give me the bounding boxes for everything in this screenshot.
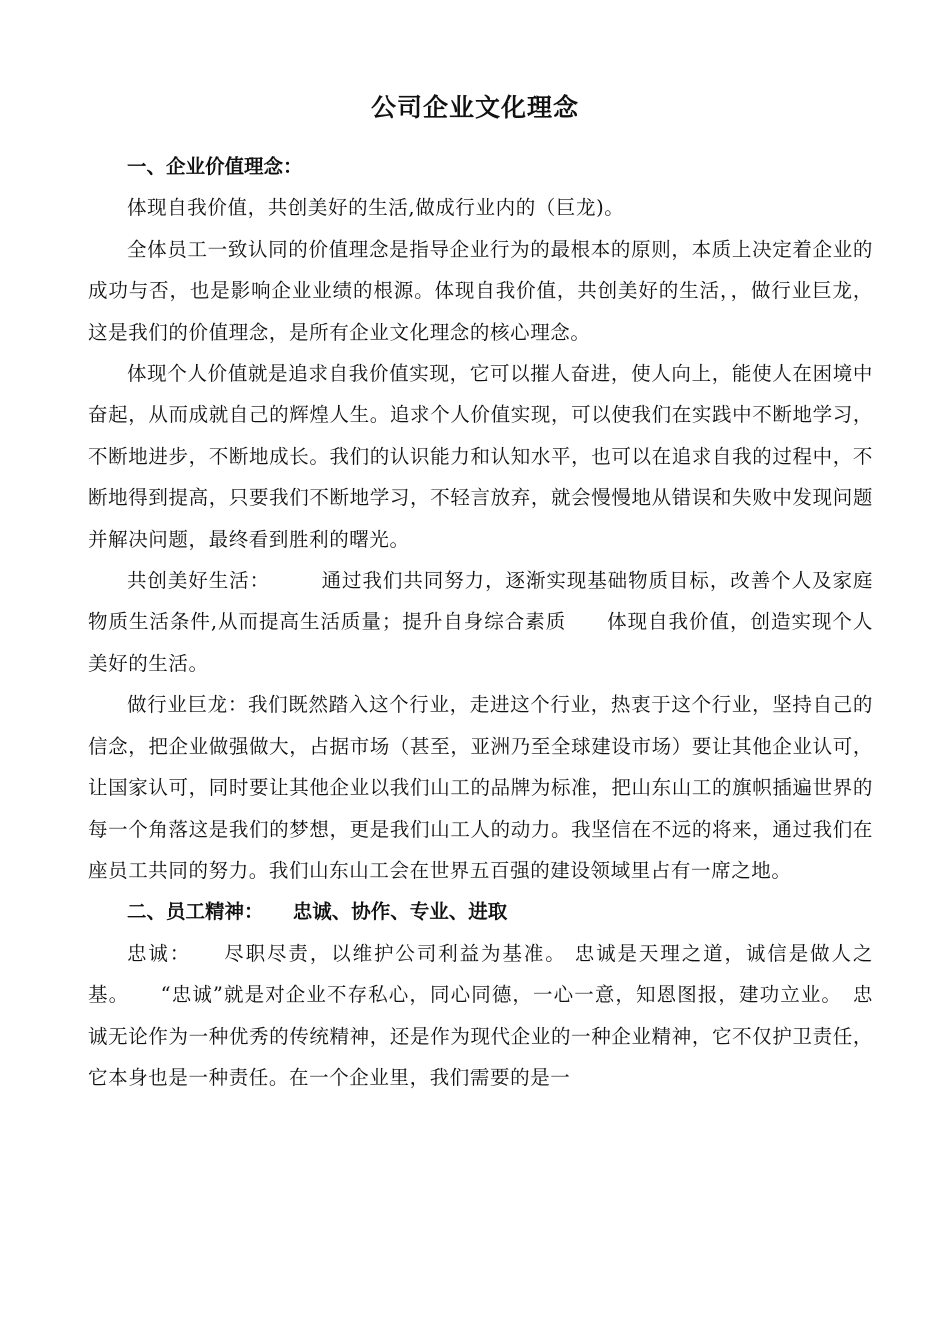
paragraph-loyalty: 忠诚： 尽职尽责，以维护公司利益为基准。 忠诚是天理之道，诚信是做人之基。 “忠诚”就是对企业不存私心，同心同德，一心一意，知恩图报，建功立业。 忠诚无论作为一种优秀的传统精神，还是作为现代企业的一种企业精神，它不仅护卫责任，它本身也是一种责任。在一个企业里，我们需要的是一 xyxy=(88,941,873,1089)
paragraph-values-summary: 体现自我价值，共创美好的生活,做成行业内的（巨龙)。 xyxy=(127,196,625,220)
paragraph-values-explanation: 全体员工一致认同的价值理念是指导企业行为的最根本的原则，本质上决定着企业的成功与否，也是影响企业业绩的根源。体现自我价值，共创美好的生活，，做行业巨龙，这是我们的价值理念，是所有企业文化理念的核心理念。 xyxy=(88,237,873,344)
document-title: 公司企业文化理念 xyxy=(370,93,579,122)
paragraph-better-life: 共创美好生活： 通过我们共同努力，逐渐实现基础物质目标，改善个人及家庭物质生活条件,从而提高生活质量；提升自身综合素质 体现自我价值，创造实现个人美好的生活。 xyxy=(88,569,873,675)
paragraph-industry-leader: 做行业巨龙：我们既然踏入这个行业，走进这个行业，热衷于这个行业，坚持自己的信念，把企业做强做大，占据市场（甚至，亚洲乃至全球建设市场）要让其他企业认可，让国家认可，同时要让其他企业以我们山工的品牌为标准，把山东山工的旗帜插遍世界的每一个角落这是我们的梦想，更是我们山工人的动力。我坚信在不远的将来，通过我们在座员工共同的努力。我们山东山工会在世界五百强的建设领域里占有一席之地。 xyxy=(88,693,873,882)
section-heading-values: 一、企业价值理念： xyxy=(127,155,303,178)
document-body xyxy=(88,146,873,1098)
paragraph-personal-value: 体现个人价值就是追求自我价值实现，它可以摧人奋进，使人向上，能使人在困境中奋起，从而成就自己的辉煌人生。追求个人价值实现，可以使我们在实践中不断地学习，不断地进步，不断地成长。我们的认识能力和认知水平，也可以在追求自我的过程中，不断地得到提高，只要我们不断地学习，不轻言放弃，就会慢慢地从错误和失败中发现问题并解决问题，最终看到胜利的曙光。 xyxy=(88,362,873,551)
section-heading-spirit: 二、员工精神： 忠诚、协作、专业、进取 xyxy=(127,900,508,924)
